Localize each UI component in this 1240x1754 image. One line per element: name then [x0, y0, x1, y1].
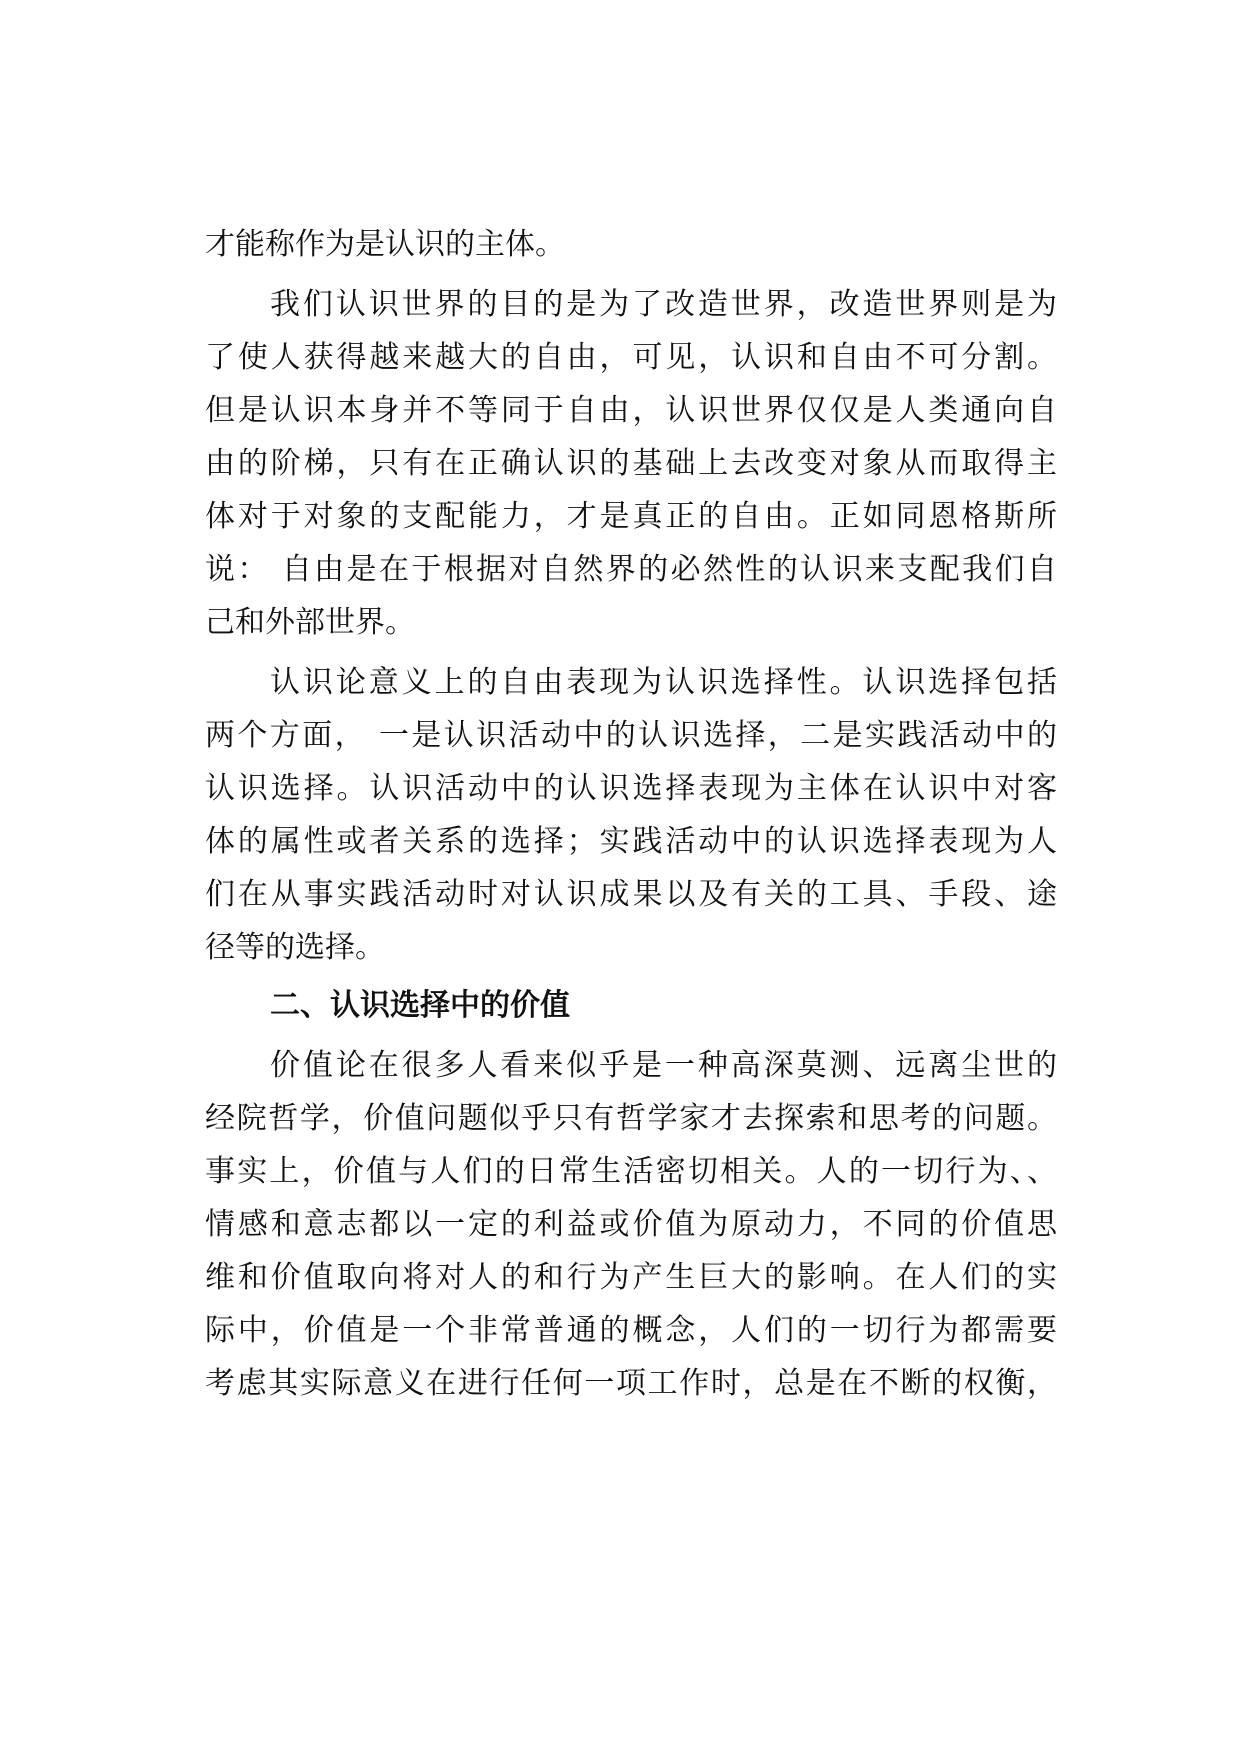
- paragraph-line: 说： 自由是在于根据对自然界的必然性的认识来支配我们自: [205, 552, 1057, 587]
- paragraph-line: 径等的选择。: [205, 930, 385, 965]
- paragraph-line: 认识论意义上的自由表现为认识选择性。认识选择包括: [270, 665, 1057, 700]
- section-heading: 二、认识选择中的价值: [270, 988, 570, 1023]
- paragraph-line: 价值论在很多人看来似乎是一种高深莫测、远离尘世的: [270, 1048, 1057, 1083]
- paragraph-line: 体对于对象的支配能力，才是真正的自由。正如同恩格斯所: [205, 499, 1057, 534]
- paragraph-line: 体的属性或者关系的选择；实践活动中的认识选择表现为人: [205, 824, 1057, 859]
- paragraph-line: 际中，价值是一个非常普通的概念，人们的一切行为都需要: [205, 1313, 1057, 1348]
- paragraph-line: 维和价值取向将对人的和行为产生巨大的影响。在人们的实: [205, 1260, 1057, 1295]
- paragraph-line: 才能称作为是认识的主体。: [205, 227, 565, 262]
- paragraph-line: 事实上，价值与人们的日常生活密切相关。人的一切行为、、: [205, 1154, 1057, 1189]
- paragraph-line: 经院哲学，价值问题似乎只有哲学家才去探索和思考的问题。: [205, 1101, 1057, 1136]
- paragraph-line: 考虑其实际意义在进行任何一项工作时，总是在不断的权衡，: [205, 1366, 1057, 1401]
- paragraph-line: 认识选择。认识活动中的认识选择表现为主体在认识中对客: [205, 771, 1057, 806]
- paragraph-line: 们在从事实践活动时对认识成果以及有关的工具、手段、途: [205, 877, 1057, 912]
- paragraph-line: 了使人获得越来越大的自由，可见，认识和自由不可分割。: [205, 340, 1057, 375]
- paragraph-line: 己和外部世界。: [205, 605, 415, 640]
- paragraph-line: 由的阶梯，只有在正确认识的基础上去改变对象从而取得主: [205, 446, 1057, 481]
- paragraph-line: 情感和意志都以一定的利益或价值为原动力，不同的价值思: [205, 1207, 1057, 1242]
- paragraph-line: 两个方面， 一是认识活动中的认识选择，二是实践活动中的: [205, 718, 1057, 753]
- paragraph-line: 我们认识世界的目的是为了改造世界，改造世界则是为: [270, 287, 1057, 322]
- paragraph-line: 但是认识本身并不等同于自由，认识世界仅仅是人类通向自: [205, 393, 1057, 428]
